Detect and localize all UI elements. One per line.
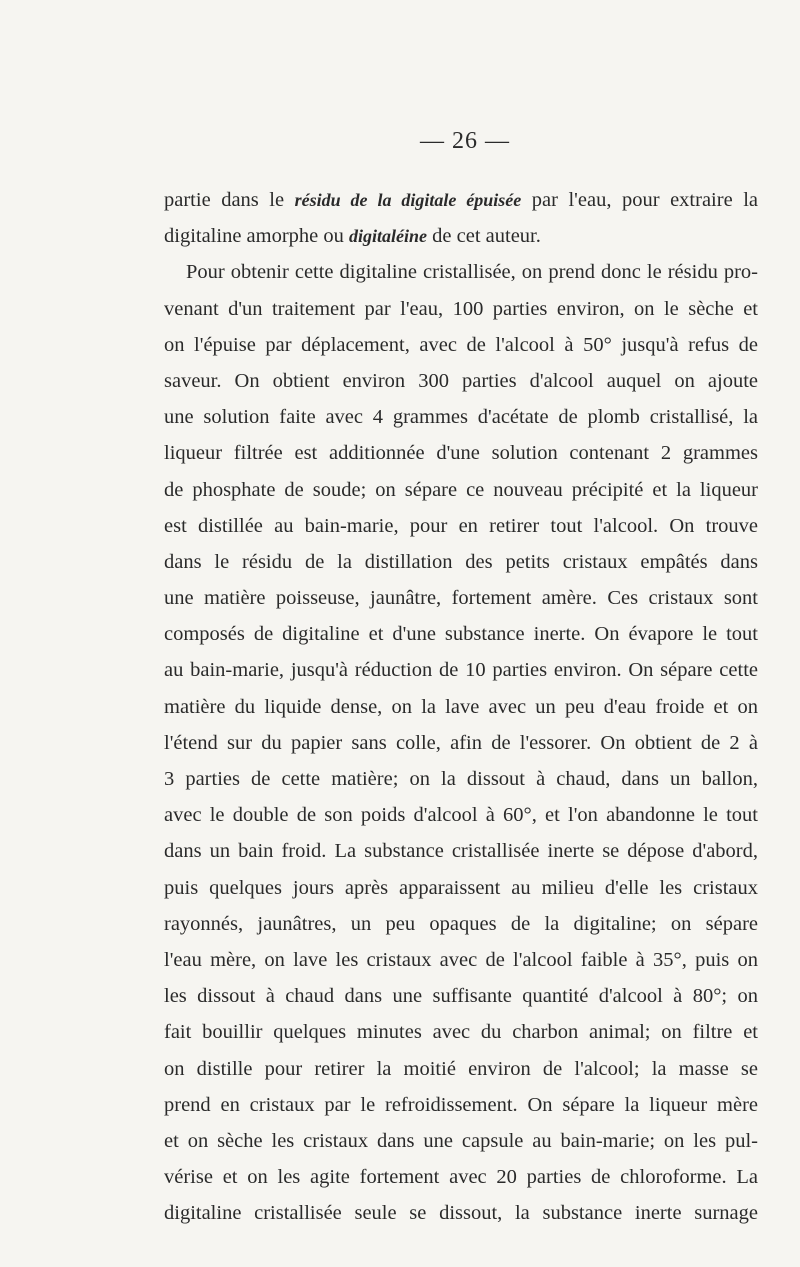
- text-segment: vérise et on les agite fortement avec 20 parties de chloroforme. La: [164, 1166, 758, 1189]
- text-line: [164, 616, 758, 652]
- text-line: [164, 544, 758, 580]
- text-line: [164, 291, 758, 327]
- text-segment: rayonnés, jaunâtres, un peu opaques de la digitaline; on sépare: [164, 912, 758, 935]
- text-line: [164, 689, 758, 725]
- text-segment: avec le double de son poids d'alcool à 60°, et l'on abandonne le tout: [164, 804, 758, 827]
- text-segment: l'étend sur du papier sans colle, afin de l'essorer. On obtient de 2 à: [164, 731, 758, 754]
- text-line: [164, 1159, 758, 1195]
- text-segment: dans un bain froid. La substance cristallisée inerte se dépose d'abord,: [164, 840, 758, 863]
- text-segment: fait bouillir quelques minutes avec du charbon animal; on filtre et: [164, 1021, 758, 1044]
- text-line: [164, 435, 758, 471]
- text-segment: l'eau mère, on lave les cristaux avec de l'alcool faible à 35°, puis on: [164, 948, 758, 971]
- text-line: [164, 472, 758, 508]
- text-line: [164, 906, 758, 942]
- text-segment: partie dans le: [164, 189, 295, 211]
- text-line: [164, 399, 758, 435]
- page-number: — 26 —: [420, 128, 510, 154]
- text-segment: au bain-marie, jusqu'à réduction de 10 parties environ. On sépare cette: [164, 659, 758, 682]
- text-segment: de phosphate de soude; on sépare ce nouveau précipité et la liqueur: [164, 478, 758, 501]
- text-segment: dans le résidu de la distillation des petits cristaux empâtés dans: [164, 550, 758, 573]
- text-segment: digitaline amorphe ou: [164, 225, 350, 248]
- text-segment: saveur. On obtient environ 300 parties d'alcool auquel on ajoute: [164, 369, 758, 392]
- text-segment: on l'épuise par déplacement, avec de l'alcool à 50° jusqu'à refus de: [164, 333, 758, 356]
- text-line: [164, 1195, 758, 1231]
- text-line: [164, 327, 758, 363]
- text-line: [164, 1051, 758, 1087]
- italic-phrase: résidu de la digitale épuisée: [294, 190, 522, 210]
- text-segment: composés de digitaline et d'une substance inerte. On évapore le tout: [164, 623, 758, 646]
- text-line: [164, 580, 758, 616]
- text-segment: on distille pour retirer la moitié environ de l'alcool; la masse se: [164, 1057, 758, 1080]
- text-line: [164, 978, 758, 1014]
- text-line: [164, 218, 758, 254]
- italic-phrase: digitaléine: [349, 226, 428, 247]
- text-line: [164, 652, 758, 688]
- text-segment: une matière poisseuse, jaunâtre, fortement amère. Ces cristaux sont: [164, 587, 758, 610]
- text-segment: est distillée au bain-marie, pour en retirer tout l'alcool. On trouve: [164, 514, 758, 537]
- text-line: [164, 833, 758, 869]
- text-line: [164, 508, 758, 544]
- text-line: [164, 182, 758, 218]
- text-segment: 3 parties de cette matière; on la dissout à chaud, dans un ballon,: [164, 768, 758, 790]
- text-segment: matière du liquide dense, on la lave avec un peu d'eau froide et on: [164, 695, 758, 718]
- text-line: [164, 1087, 758, 1123]
- text-line: [164, 254, 758, 290]
- text-line: [164, 1123, 758, 1159]
- text-segment: une solution faite avec 4 grammes d'acétate de plomb cristallisé, la: [164, 406, 758, 429]
- text-segment: les dissout à chaud dans une suffisante quantité d'alcool à 80°; on: [164, 985, 758, 1008]
- text-line: [164, 1014, 758, 1050]
- text-segment: digitaline cristallisée seule se dissout, la substance inerte surnage: [164, 1202, 758, 1225]
- text-segment: et on sèche les cristaux dans une capsule au bain-marie; on les pul-: [164, 1129, 758, 1152]
- text-line: [164, 761, 758, 797]
- text-line: [164, 797, 758, 833]
- text-line: [164, 725, 758, 761]
- text-segment: puis quelques jours après apparaissent au milieu d'elle les cristaux: [164, 876, 758, 899]
- text-segment: prend en cristaux par le refroidissement. On sépare la liqueur mère: [164, 1093, 758, 1116]
- text-line: [164, 942, 758, 978]
- text-line: [164, 363, 758, 399]
- text-line: [164, 870, 758, 906]
- text-segment: de cet auteur.: [427, 225, 541, 248]
- text-segment: par l'eau, pour extraire la: [521, 189, 758, 211]
- text-segment: Pour obtenir cette digitaline cristallisée, on prend donc le résidu pro-: [186, 261, 758, 284]
- text-segment: liqueur filtrée est additionnée d'une solution contenant 2 grammes: [164, 442, 758, 465]
- body-text: [164, 182, 758, 1231]
- text-segment: venant d'un traitement par l'eau, 100 parties environ, on le sèche et: [164, 297, 758, 320]
